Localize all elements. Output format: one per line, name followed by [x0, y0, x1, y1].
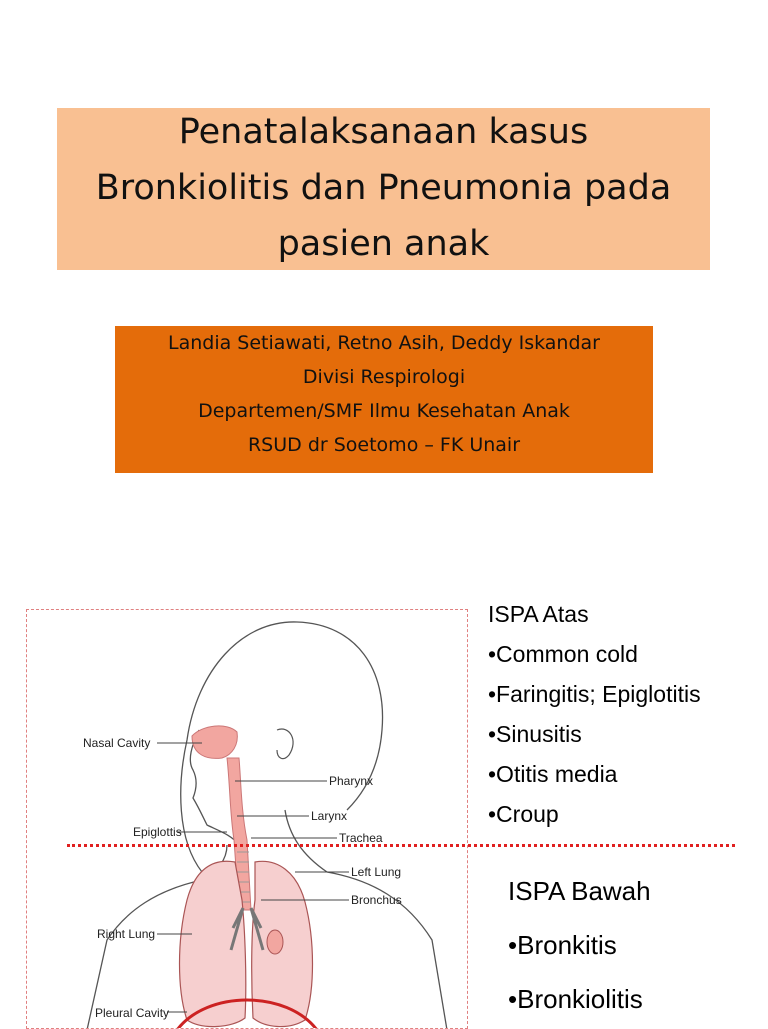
- list-item: •Otitis media: [488, 761, 618, 787]
- title-line: Penatalaksanaan kasus: [178, 112, 589, 152]
- institution: RSUD dr Soetomo – FK Unair: [247, 434, 521, 456]
- title-line: Bronkiolitis dan Pneumonia pada: [95, 168, 672, 208]
- list-item: •Croup: [488, 801, 559, 827]
- label-epiglottis: Epiglottis: [133, 825, 182, 839]
- list-item: •Faringitis; Epiglotitis: [488, 681, 701, 707]
- label-pharynx: Pharynx: [329, 774, 374, 788]
- author-names: Landia Setiawati, Retno Asih, Deddy Iskandar: [168, 332, 600, 354]
- label-bronchus: Bronchus: [351, 893, 402, 907]
- division: Divisi Respirologi: [302, 366, 466, 388]
- department: Departemen/SMF Ilmu Kesehatan Anak: [198, 400, 570, 422]
- ispa-upper-list: [488, 594, 701, 834]
- author-box: [115, 326, 653, 473]
- title-box: [57, 108, 710, 270]
- label-right-lung: Right Lung: [97, 927, 156, 941]
- ispa-upper-heading: ISPA Atas: [488, 601, 589, 627]
- respiratory-diagram: [26, 609, 468, 1029]
- list-item: •Common cold: [488, 641, 638, 667]
- slide-title: [96, 104, 672, 272]
- ispa-lower-list: [508, 864, 651, 1026]
- label-left-lung: Left Lung: [351, 865, 402, 879]
- ispa-lower-heading: ISPA Bawah: [508, 876, 651, 906]
- label-larynx: Larynx: [311, 809, 348, 823]
- label-pleural-cavity: Pleural Cavity: [95, 1006, 170, 1020]
- list-item: •Bronkitis: [508, 930, 617, 960]
- label-nasal-cavity: Nasal Cavity: [83, 736, 151, 750]
- label-trachea: Trachea: [339, 831, 383, 845]
- title-line: pasien anak: [277, 224, 490, 264]
- respiratory-diagram-svg: [27, 610, 468, 1029]
- divider-line: [67, 844, 735, 847]
- list-item: •Bronkiolitis: [508, 984, 643, 1014]
- list-item: •Sinusitis: [488, 721, 582, 747]
